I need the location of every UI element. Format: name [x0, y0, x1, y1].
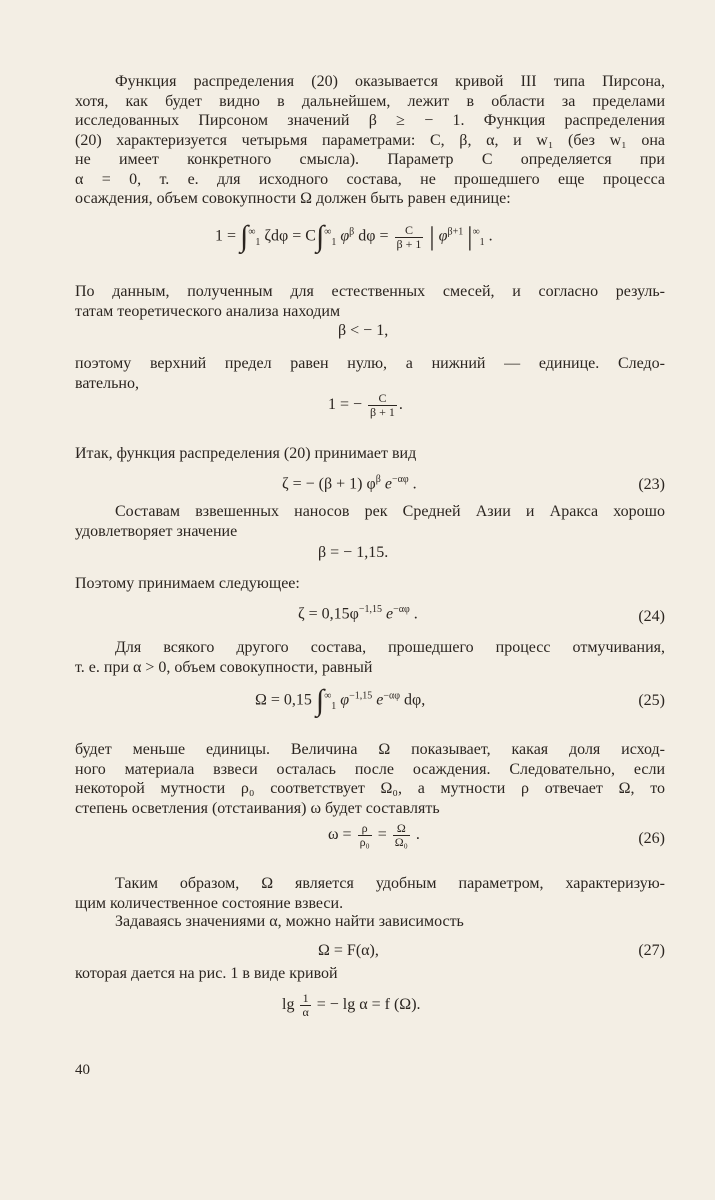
text-line: щим количественное состояние взвеси. [75, 894, 344, 912]
equation-lg: lg $\frac{1}{\alpha}$ = − lg α = f (Ω). [282, 991, 421, 1019]
text-line: некоторой мутности ρ₀ соответствует Ω₀, а мутности ρ отвечает Ω, то [75, 780, 665, 797]
text-line: осаждения, объем совокупности Ω должен быть равен единице: [75, 190, 511, 207]
text-line: степень осветления (отстаивания) ω будет составлять [75, 799, 440, 817]
text-line: Для всякого другого состава, прошедшего процесс отмучивания, [115, 639, 665, 656]
equation-number: (23) [638, 476, 665, 493]
text-line: исследованных Пирсоном значений β ≥ − 1. Функция распределения [75, 112, 665, 129]
equation-number: (25) [638, 692, 665, 709]
text-line: α = 0, т. е. для исходного состава, не прошедшего еще процесса [75, 170, 665, 188]
text-line: не имеет конкретного смысла). Параметр C определяется при [75, 151, 665, 168]
equation-23: ζ = − (β + 1) $\varphi^\beta$ $e^{-\alpha\varphi}$ . [282, 474, 417, 493]
paragraph-intro [75, 72, 665, 209]
equation-25: Ω = 0,15 $\int^\infty_1$ $\varphi^{-1,15}$ $e^{-\alpha\varphi}$ dφ, [255, 684, 426, 717]
paragraph-parameter [75, 874, 665, 913]
equation-c-value: 1 = − $\frac{C}{\beta + 1}$ . [328, 391, 403, 419]
paragraph-distribution: Итак, функция распределения (20) принимает вид [75, 445, 417, 462]
text-line: ного материала взвеси осталась после осаждения. Следовательно, если [75, 760, 665, 778]
equation-normalization: $1 = \int^\infty_1$ $\zeta d\varphi = C\int^\infty_1$ $\varphi^\beta$ dφ = $\frac{C}{\beta + 1}$ | $\varphi^{\beta+1}$ $|^\infty_1$ . [215, 220, 493, 253]
equation-24: $\zeta = 0,15\varphi^{-1,15}$ $e^{-\alpha\varphi}$ . [298, 604, 418, 623]
text-line: удовлетворяет значение [75, 522, 238, 540]
text-line: Составам взвешенных наносов рек Средней Азии и Аракса хорошо [115, 503, 665, 520]
text-line: хотя, как будет видно в дальнейшем, лежит в области за пределами [75, 92, 665, 110]
equation-number: (26) [638, 830, 665, 847]
equation-number: (24) [638, 608, 665, 625]
paragraph-limits [75, 354, 665, 393]
paragraph-accept: Поэтому принимаем следующее: [75, 575, 300, 592]
text-line: поэтому верхний предел равен нулю, а нижний — единице. Следо- [75, 355, 665, 372]
equation-beta-inequality: β < − 1, [338, 322, 389, 339]
equation-beta-value: β = − 1,15. [318, 544, 389, 561]
paragraph-sediments [75, 502, 665, 541]
text-line: будет меньше единицы. Величина Ω показывает, какая доля исход- [75, 741, 665, 758]
page-number: 40 [75, 1062, 90, 1078]
text-line: Таким образом, Ω является удобным параметром, характеризую- [115, 875, 665, 892]
paragraph-omega [75, 740, 665, 818]
text-line: Функция распределения (20) оказывается кривой III типа Пирсона, [115, 73, 665, 90]
paragraph-dependency: Задаваясь значениями α, можно найти зависимость [115, 913, 464, 930]
paragraph-data [75, 282, 665, 321]
text-line: татам теоретического анализа находим [75, 302, 341, 320]
equation-27: Ω = F(α), [318, 942, 379, 959]
text-line: вательно, [75, 374, 139, 392]
text-line: (20) характеризуется четырьмя параметрами: C, β, α, и w₁ (без w₁ она [75, 131, 665, 149]
text-line: т. е. при α > 0, объем совокупности, равный [75, 658, 373, 676]
equation-number: (27) [638, 942, 665, 959]
equation-26: ω = $\frac{\rho}{\text{ρ₀}}$ = $\frac{\Omega}{\text{Ω₀}}$ . [328, 821, 420, 849]
paragraph-other-composition [75, 638, 665, 677]
paragraph-figure-ref: которая дается на рис. 1 в виде кривой [75, 965, 338, 982]
text-line: По данным, полученным для естественных смесей, и согласно резуль- [75, 283, 665, 300]
